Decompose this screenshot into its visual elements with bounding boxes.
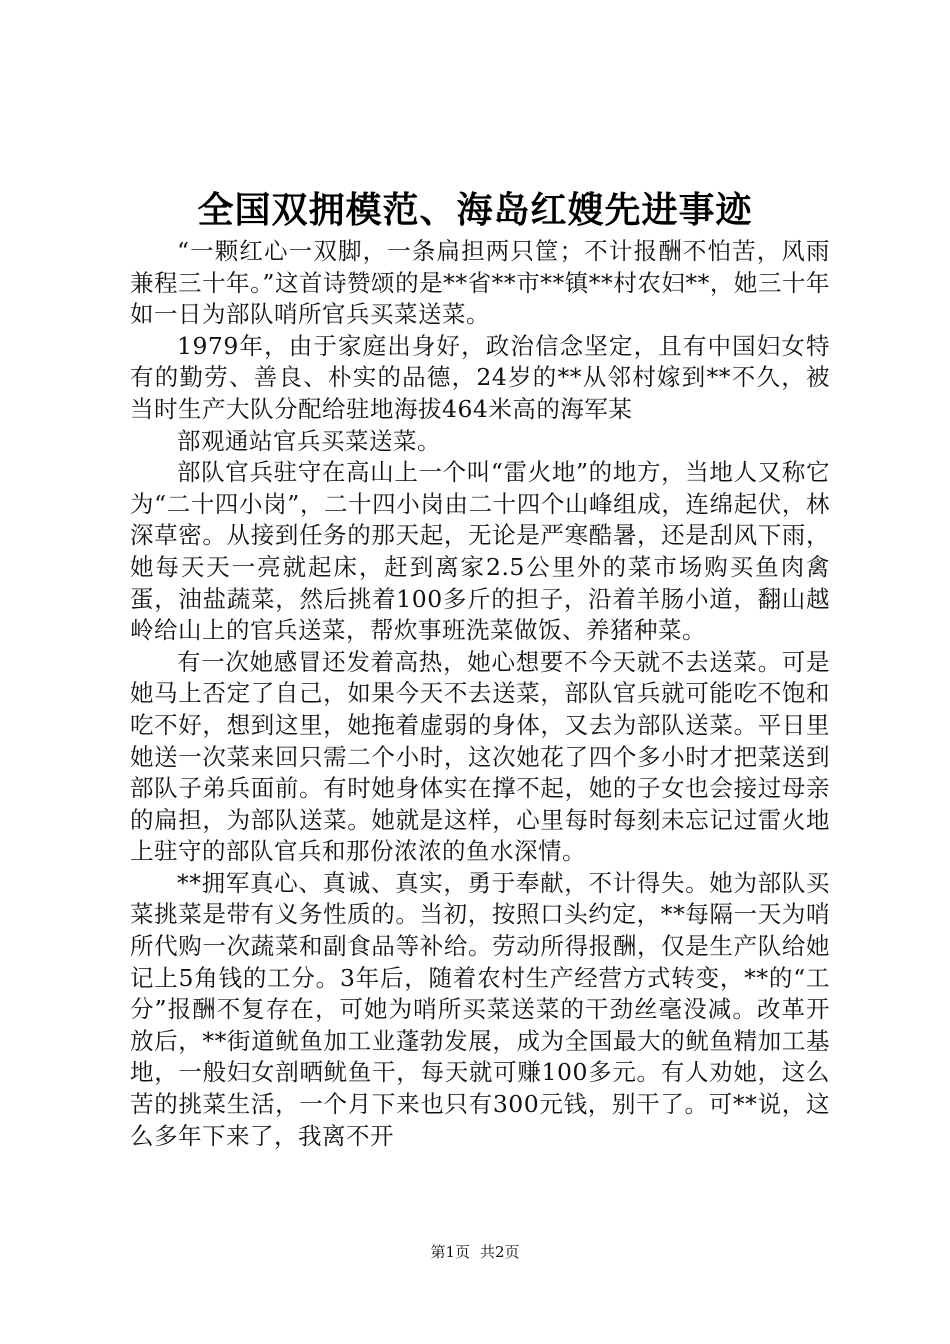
paragraph: 部观通站官兵买菜送菜。 (177, 426, 441, 455)
document-body (130, 236, 830, 1152)
paragraph: **拥军真心、真诚、真实，勇于奉献，不计得失。她为部队买菜挑菜是带有义务性质的。当初，按照口头约定，**每隔一天为哨所代购一次蔬菜和副食品等补给。劳动所得报酬，仅是生产队给她记上5角钱的工分。3年后，随着农村生产经营方式转变，**的“工分”报酬不复存在，可她为哨所买菜送菜的干劲丝毫没减。改革开放后，**街道鱿鱼加工业蓬勃发展，成为全国最大的鱿鱼精加工基地，一般妇女剖晒鱿鱼干，每天就可赚100多元。有人劝她，这么苦的挑菜生活，一个月下来也只有300元钱，别干了。可**说，这么多年下来了，我离不开 (130, 868, 830, 1150)
paragraph: 有一次她感冒还发着高热，她心想要不今天就不去送菜。可是她马上否定了自己，如果今天不去送菜，部队官兵就可能吃不饱和吃不好，想到这里，她拖着虚弱的身体，又去为部队送菜。平日里她送一次菜来回只需二个小时，这次她花了四个多小时才把菜送到部队子弟兵面前。有时她身体实在撑不起，她的子女也会接过母亲的扁担，为部队送菜。她就是这样，心里每时每刻未忘记过雷火地上驻守的部队官兵和那份浓浓的鱼水深情。 (130, 647, 830, 866)
document-title: 全国双拥模范、海岛红嫂先进事迹 (197, 189, 753, 231)
page-total: 共2页 (480, 1243, 520, 1261)
paragraph: 1979年，由于家庭出身好，政治信念坚定，且有中国妇女特有的勤劳、善良、朴实的品德，24岁的**从邻村嫁到**不久，被当时生产大队分配给驻地海拔464米高的海军某 (130, 331, 830, 423)
page-number: 第1页 (430, 1243, 470, 1261)
paragraph: 部队官兵驻守在高山上一个叫“雷火地”的地方，当地人又称它为“二十四小岗”，二十四小岗由二十四个山峰组成，连绵起伏，林深草密。从接到任务的那天起，无论是严寒酷暑，还是刮风下雨，她每天天一亮就起床，赶到离家2.5公里外的菜市场购买鱼肉禽蛋，油盐蔬菜，然后挑着100多斤的担子，沿着羊肠小道，翻山越岭给山上的官兵送菜，帮炊事班洗菜做饭、养猪种菜。 (130, 458, 830, 645)
page-footer (0, 1242, 950, 1262)
paragraph: “一颗红心一双脚，一条扁担两只筐；不计报酬不怕苦，风雨兼程三十年。”这首诗赞颂的是**省**市**镇**村农妇**，她三十年如一日为部队哨所官兵买菜送菜。 (130, 237, 830, 329)
